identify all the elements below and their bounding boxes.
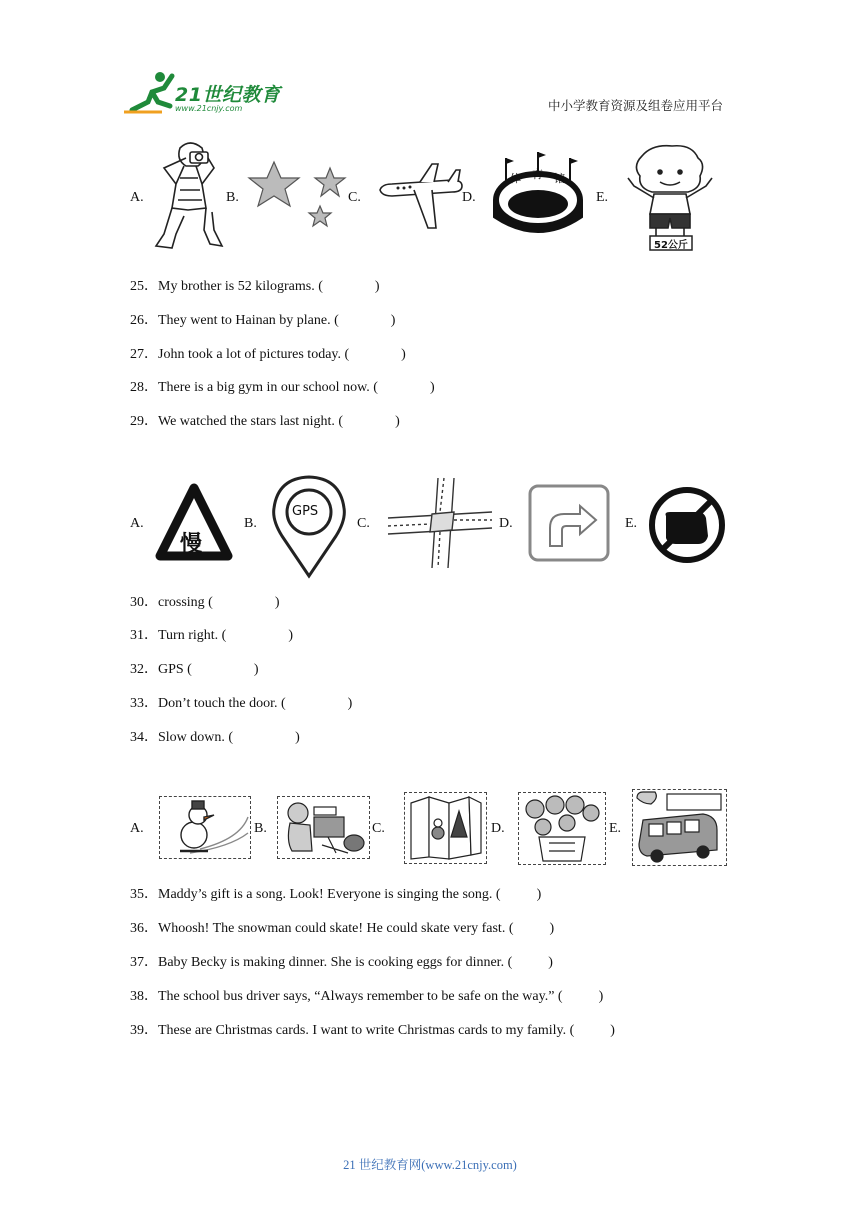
page-footer: 21 世纪教育网(www.21cnjy.com) — [343, 1158, 517, 1172]
option-label: C. — [372, 821, 385, 836]
christmas-cards-icon — [404, 792, 487, 864]
weight-label: 52公斤 — [654, 240, 688, 251]
option-label: E. — [625, 516, 638, 531]
question-31: 31．Turn right. ( ) — [130, 628, 293, 643]
header-slogan: 中小学教育资源及组卷应用平台 — [548, 98, 724, 113]
option-label: A. — [130, 190, 144, 205]
question-34: 34．Slow down. ( ) — [130, 730, 300, 745]
question-25: 25．My brother is 52 kilograms. ( ) — [130, 279, 380, 294]
question-28: 28．There is a big gym in our school now. ( ) — [130, 380, 435, 395]
option-label: E. — [609, 821, 622, 836]
snowman-skating-icon — [159, 796, 251, 859]
gps-pin-icon — [270, 474, 348, 585]
school-bus-icon — [632, 789, 727, 866]
logo-url: www.21cnjy.com — [175, 104, 243, 113]
option-label: B. — [254, 821, 267, 836]
question-38: 38．The school bus driver says, “Always remember to be safe on the way.” ( ) — [130, 989, 604, 1004]
question-35: 35．Maddy’s gift is a song. Look! Everyone is singing the song. ( ) — [130, 887, 542, 902]
gym-stadium-icon — [492, 150, 584, 247]
question-39: 39．These are Christmas cards. I want to write Christmas cards to my family. ( ) — [130, 1023, 615, 1038]
option-label: A. — [130, 516, 144, 531]
singing-group-icon — [518, 792, 606, 865]
option-label: D. — [491, 821, 505, 836]
option-label: E. — [596, 190, 609, 205]
option-label: A. — [130, 821, 144, 836]
airplane-icon — [376, 160, 466, 237]
runner-logo-icon — [122, 68, 182, 116]
question-26: 26．They went to Hainan by plane. ( ) — [130, 313, 396, 328]
slow-sign-char: 慢 — [180, 532, 203, 557]
question-32: 32．GPS ( ) — [130, 662, 259, 677]
option-label: D. — [499, 516, 513, 531]
option-label: C. — [348, 190, 361, 205]
question-27: 27．John took a lot of pictures today. ( ) — [130, 347, 406, 362]
gps-label: GPS — [292, 504, 319, 519]
crossing-icon — [388, 478, 492, 573]
no-touch-icon — [646, 484, 728, 571]
gym-sign-char: 体 — [510, 172, 521, 185]
question-29: 29．We watched the stars last night. ( ) — [130, 414, 400, 429]
question-36: 36．Whoosh! The snowman could skate! He could skate very fast. ( ) — [130, 921, 555, 936]
option-label: B. — [244, 516, 257, 531]
question-30: 30．crossing ( ) — [130, 595, 280, 610]
gym-sign-char: 育 — [532, 168, 543, 181]
turn-right-icon — [528, 484, 610, 567]
question-33: 33．Don’t touch the door. ( ) — [130, 696, 353, 711]
baby-cooking-icon — [277, 796, 370, 859]
stars-icon — [246, 160, 350, 237]
question-37: 37．Baby Becky is making dinner. She is cooking eggs for dinner. ( ) — [130, 955, 553, 970]
gym-sign-char: 馆 — [554, 172, 565, 185]
photographer-icon — [150, 138, 228, 259]
option-label: D. — [462, 190, 476, 205]
option-label: B. — [226, 190, 239, 205]
option-label: C. — [357, 516, 370, 531]
logo-name: 21世纪教育 — [175, 84, 281, 106]
